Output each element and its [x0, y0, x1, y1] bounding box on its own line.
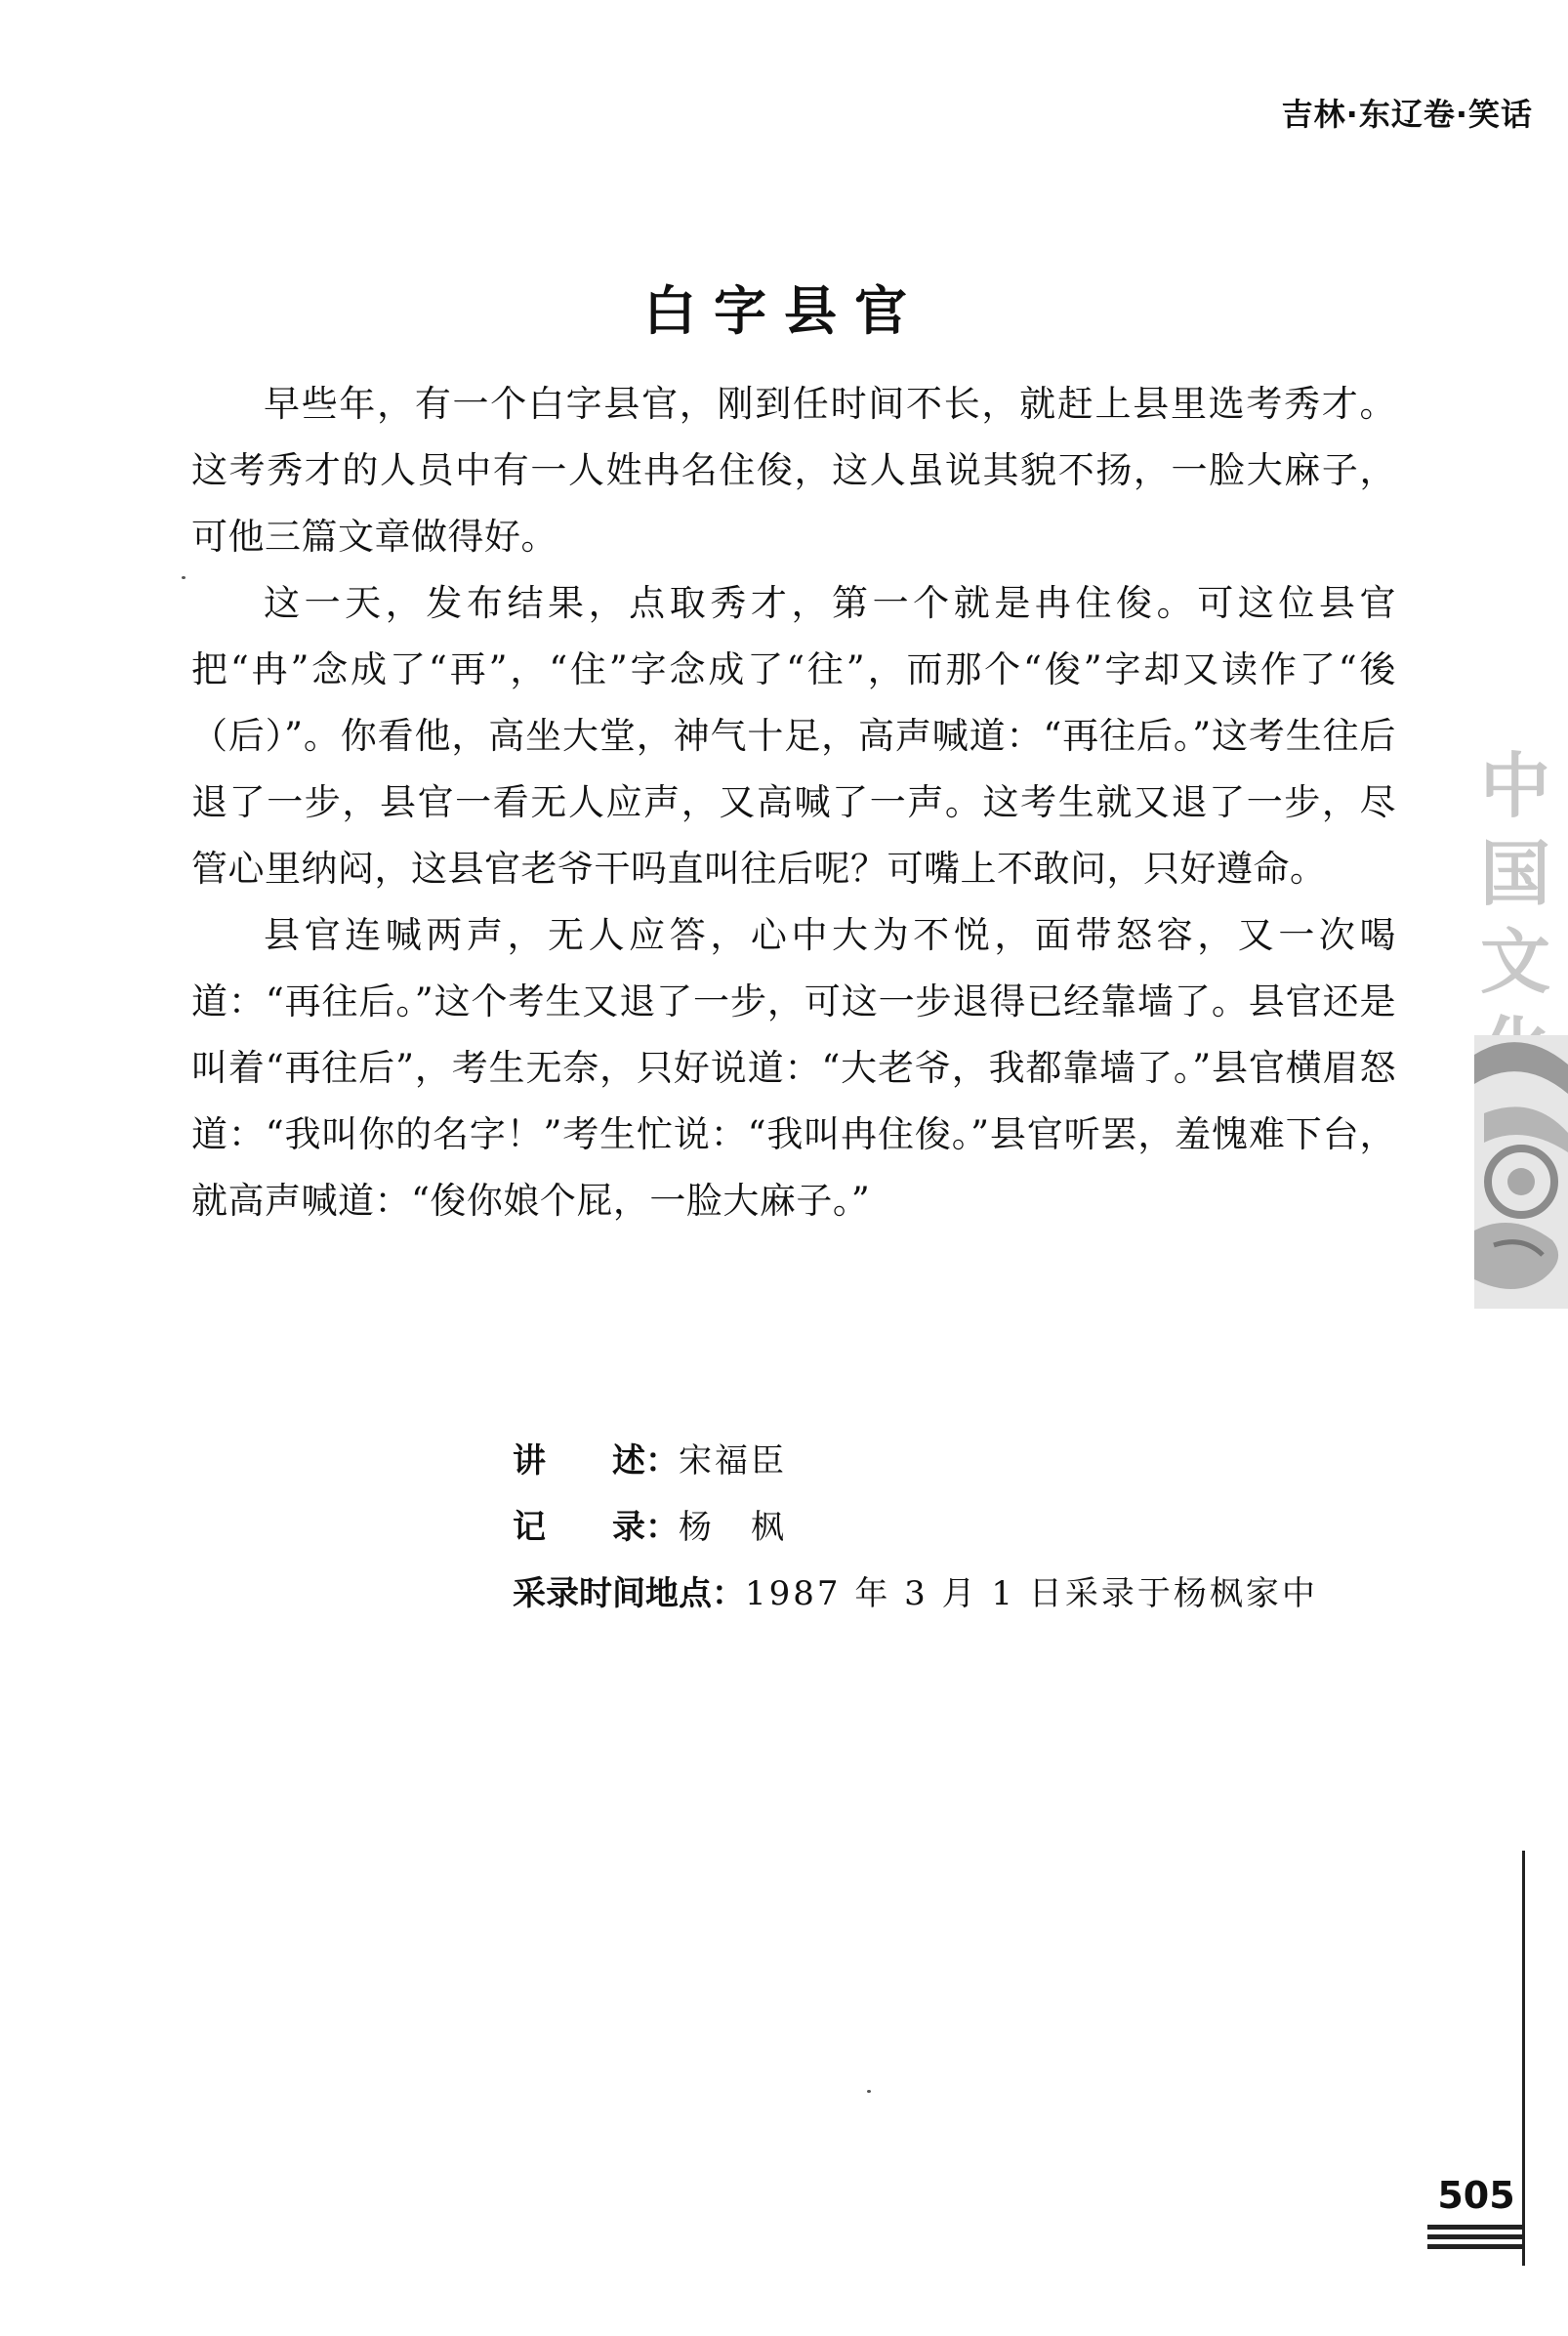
credit-recorder [513, 1494, 1430, 1561]
credits-block [513, 1428, 1430, 1627]
story-paragraph-1: 早些年，有一个白字县官，刚到任时间不长，就赶上县里选考秀才。这考秀才的人员中有一人姓冉名住俊，这人虽说其貌不扬，一脸大麻子，可他三篇文章做得好。 [191, 383, 1396, 558]
page-number-rules [1427, 2225, 1525, 2254]
credit-narrator-label: 讲 述： [513, 1441, 679, 1481]
side-tab [1474, 742, 1568, 1309]
credit-time-place [513, 1561, 1430, 1627]
story-paragraph-3: 县官连喊两声，无人应答，心中大为不悦，面带怒容，又一次喝道：“再往后。”这个考生又退了一步，可这一步退得已经靠墙了。县官还是叫着“再往后”，考生无奈，只好说道：“大老爷，我都靠墙了。”县官横眉怒道：“我叫你的名字！”考生忙说：“我叫冉住俊。”县官听罢，羞愧难下台，就高声喊道：“俊你娘个屁，一脸大麻子。” [191, 914, 1396, 1222]
print-speck [182, 576, 186, 579]
credit-narrator-value: 宋福臣 [679, 1441, 787, 1481]
print-speck [867, 2090, 871, 2093]
credit-recorder-label: 记 录： [513, 1508, 679, 1547]
side-tab-text: 中国文 [1480, 745, 1551, 1003]
side-tab-pattern-icon [1474, 1035, 1568, 1309]
story-paragraph-2: 这一天，发布结果，点取秀才，第一个就是冉住俊。可这位县官把“冉”念成了“再”，“住”字念成了“往”，而那个“俊”字却又读作了“後（后）”。你看他，高坐大堂，神气十足，高声喊道：“再往后。”这考生往后退了一步，县官一看无人应声，又高喊了一声。这考生就又退了一步，尽管心里纳闷，这县官老爷干吗直叫往后呢？可嘴上不敢问，只好遵命。 [191, 582, 1396, 890]
credit-narrator [513, 1428, 1430, 1494]
story-body [191, 371, 1396, 1234]
credit-time-place-value: 1987 年 3 月 1 日采录于杨枫家中 [745, 1574, 1318, 1613]
running-head: 吉林·东辽卷·笑话 [1281, 96, 1533, 133]
credit-recorder-value: 杨 枫 [679, 1508, 787, 1547]
story-title: 白字县官 [643, 280, 925, 343]
page-number: 505 [1437, 2174, 1515, 2217]
credit-time-place-label: 采录时间地点： [513, 1574, 745, 1613]
